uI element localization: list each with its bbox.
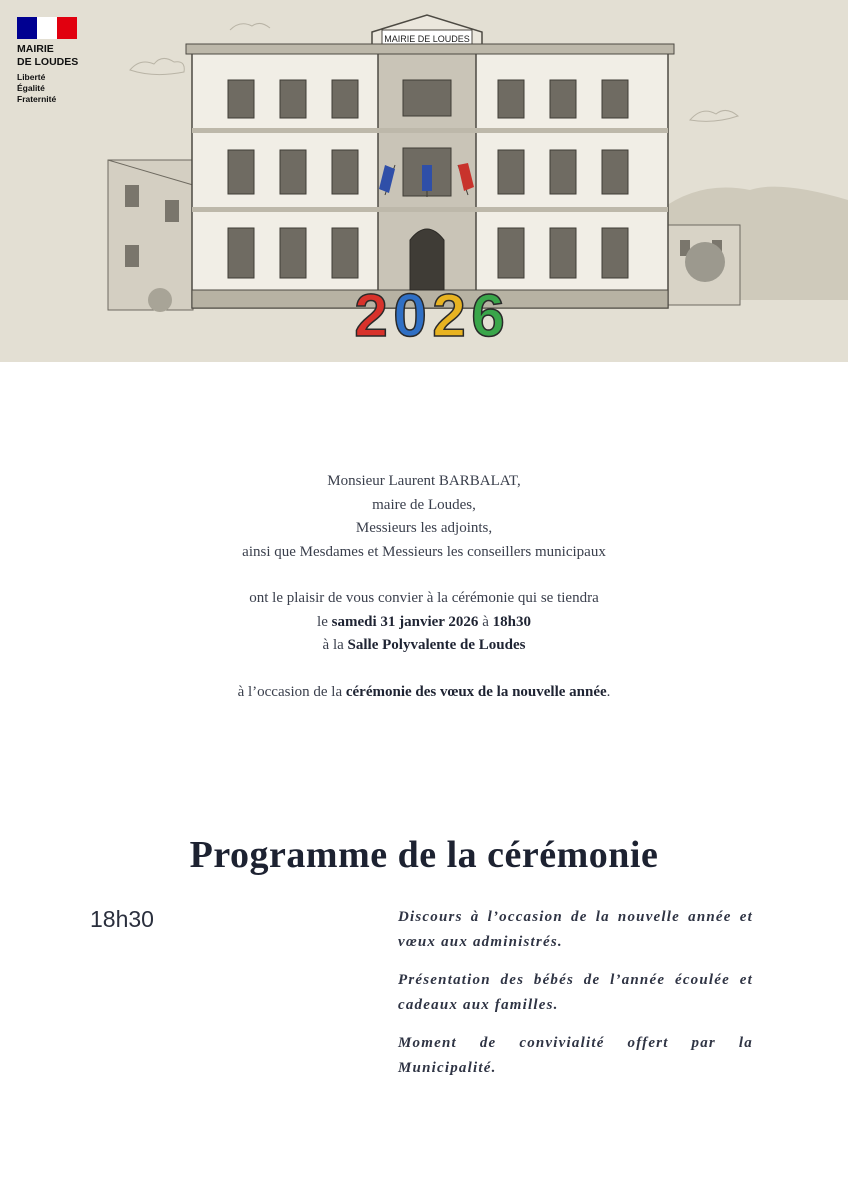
occasion-suffix: . [606,683,611,700]
host-line: ainsi que Mesdames et Messieurs les conseillers municipaux [242,543,606,560]
event-place: Salle Polyvalente de Loudes [347,637,526,653]
motto-liberte: Liberté [17,72,46,82]
programme-item: Moment de convivialité offert par la Municipalité. [398,1035,753,1076]
programme-title: Programme de la cérémonie [189,834,659,876]
host-line: Monsieur Laurent BARBALAT, [327,473,521,489]
host-line: Messieurs les adjoints, [355,520,493,536]
place-prefix: à la [322,637,344,653]
time-prefix: à [482,613,489,630]
year-digit-2: 0 [393,282,427,349]
host-line: maire de Loudes, [372,496,476,513]
logo-title-line1: MAIRIE [17,43,54,55]
year-digit-3: 2 [432,282,466,349]
programme-time: 18h30 [90,906,154,932]
year-digit-1: 2 [354,282,388,349]
programme-item: Présentation des bébés de l’année écoulée et cadeaux aux familles. [398,972,753,1013]
motto-egalite: Égalité [17,83,45,93]
year-graphic [0,0,848,362]
occasion-line [0,681,848,705]
date-line [0,611,848,635]
invitation-text [0,470,848,704]
programme-items [398,905,753,1094]
header-illustration [0,0,848,362]
svg-text:MAIRIE DE LOUDES: MAIRIE DE LOUDES [384,34,470,44]
event-time: 18h30 [492,613,531,630]
invite-line: ont le plaisir de vous convier à la cérémonie qui se tiendra [249,590,599,606]
year-digit-4: 6 [471,282,505,349]
event-date: samedi 31 janvier 2026 [331,613,479,630]
place-line [0,634,848,658]
motto-fraternite: Fraternité [17,94,57,104]
date-prefix: le [317,613,328,630]
programme-item: Discours à l’occasion de la nouvelle année et vœux aux administrés. [398,909,753,950]
logo-title-line2: DE LOUDES [17,56,79,68]
event-occasion: cérémonie des vœux de la nouvelle année [345,683,607,700]
occasion-prefix: à l’occasion de la [237,683,343,700]
